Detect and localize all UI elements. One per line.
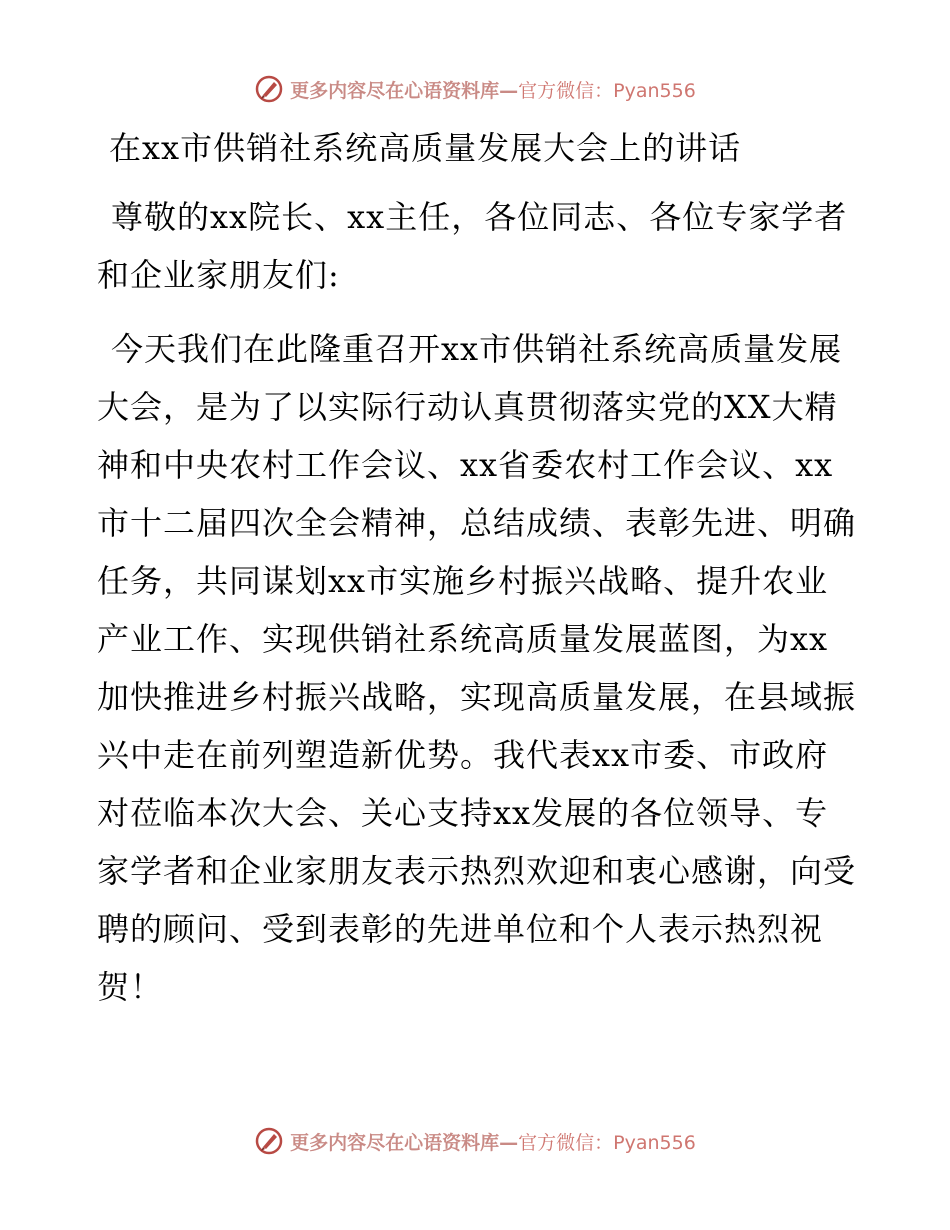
watermark-contact: 官方微信：Pyan556 bbox=[518, 1131, 696, 1154]
document-title: 在xx市供销社系统高质量发展大会上的讲话 bbox=[109, 129, 742, 167]
watermark-separator: — bbox=[499, 1131, 519, 1154]
watermark-main-text: 更多内容尽在心语资料库 bbox=[290, 1131, 500, 1154]
quill-pen-icon bbox=[254, 1126, 284, 1156]
header-watermark bbox=[0, 72, 950, 106]
quill-pen-icon bbox=[254, 74, 284, 104]
salutation-paragraph: 尊敬的xx院长、xx主任，各位同志、各位专家学者和企业家朋友们: bbox=[97, 198, 848, 294]
watermark-contact: 官方微信：Pyan556 bbox=[518, 79, 696, 102]
footer-watermark bbox=[0, 1124, 950, 1158]
watermark-separator: — bbox=[499, 79, 519, 102]
watermark-main-text: 更多内容尽在心语资料库 bbox=[290, 79, 500, 102]
body-paragraph: 今天我们在此隆重召开xx市供销社系统高质量发展大会，是为了以实际行动认真贯彻落实党的XX大精神和中央农村工作会议、xx省委农村工作会议、xx市十二届四次全会精神，总结成绩、表彰先进、明确任务，共同谋划xx市实施乡村振兴战略、提升农业产业工作、实现供销社系统高质量发展蓝图，为xx加快推进乡村振兴战略，实现高质量发展，在县域振兴中走在前列塑造新优势。我代表xx市委、市政府对莅临本次大会、关心支持xx发展的各位领导、专家学者和企业家朋友表示热烈欢迎和衷心感谢，向受聘的顾问、受到表彰的先进单位和个人表示热烈祝贺！ bbox=[97, 330, 857, 1006]
document-body bbox=[97, 120, 857, 1016]
